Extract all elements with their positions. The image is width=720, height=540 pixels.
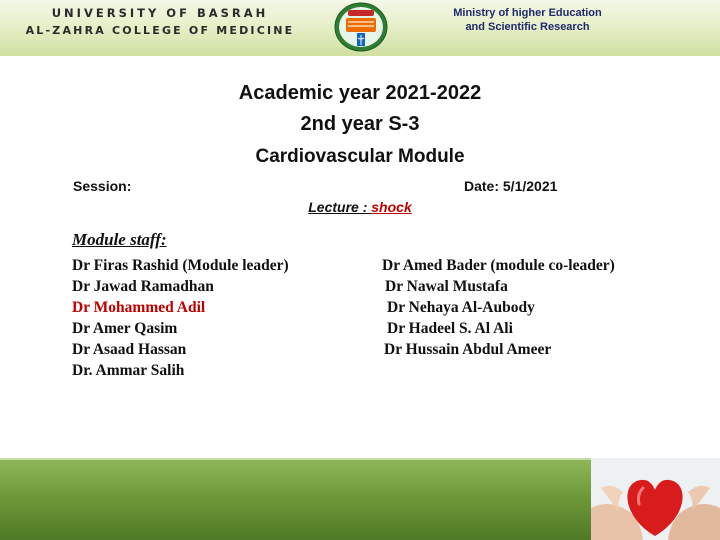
ministry-name [425, 6, 630, 34]
module-title: Cardiovascular Module [255, 146, 465, 167]
module-staff-heading: Module staff: [72, 230, 167, 249]
staff-column-left [72, 255, 289, 381]
date-label: Date: 5/1/2021 [464, 178, 558, 194]
college-name: AL-ZAHRA COLLEGE OF MEDICINE [25, 24, 295, 37]
ministry-line-2: and Scientific Research [465, 21, 590, 33]
staff-member: Dr Hadeel S. Al Ali [387, 320, 513, 337]
academic-year-title: Academic year 2021-2022 [238, 82, 482, 104]
ministry-line-1: Ministry of higher Education [453, 7, 602, 19]
heart-in-hands-icon [591, 458, 720, 540]
lecture-topic: shock [371, 199, 412, 215]
staff-member: Dr Nawal Mustafa [385, 278, 508, 295]
staff-member: Dr Hussain Abdul Ameer [384, 341, 552, 358]
college-logo-icon [333, 2, 389, 52]
staff-member: Dr Amer Qasim [72, 320, 178, 337]
staff-member: Dr. Ammar Salih [72, 362, 185, 379]
university-name: UNIVERSITY OF BASRAH [51, 6, 269, 20]
staff-member: Dr Amed Bader (module co-leader) [382, 257, 615, 274]
lecture-prefix: Lecture : [308, 199, 372, 215]
staff-member: Dr Asaad Hassan [72, 341, 187, 358]
staff-column-right [382, 255, 615, 360]
session-label: Session: [73, 178, 132, 194]
year-stage-title: 2nd year S-3 [300, 113, 420, 135]
lecture-line [0, 199, 720, 215]
staff-member: Dr Nehaya Al-Aubody [387, 299, 535, 316]
staff-member-highlighted: Dr Mohammed Adil [72, 299, 206, 316]
staff-member: Dr Firas Rashid (Module leader) [72, 257, 289, 274]
staff-member: Dr Jawad Ramadhan [72, 278, 214, 295]
